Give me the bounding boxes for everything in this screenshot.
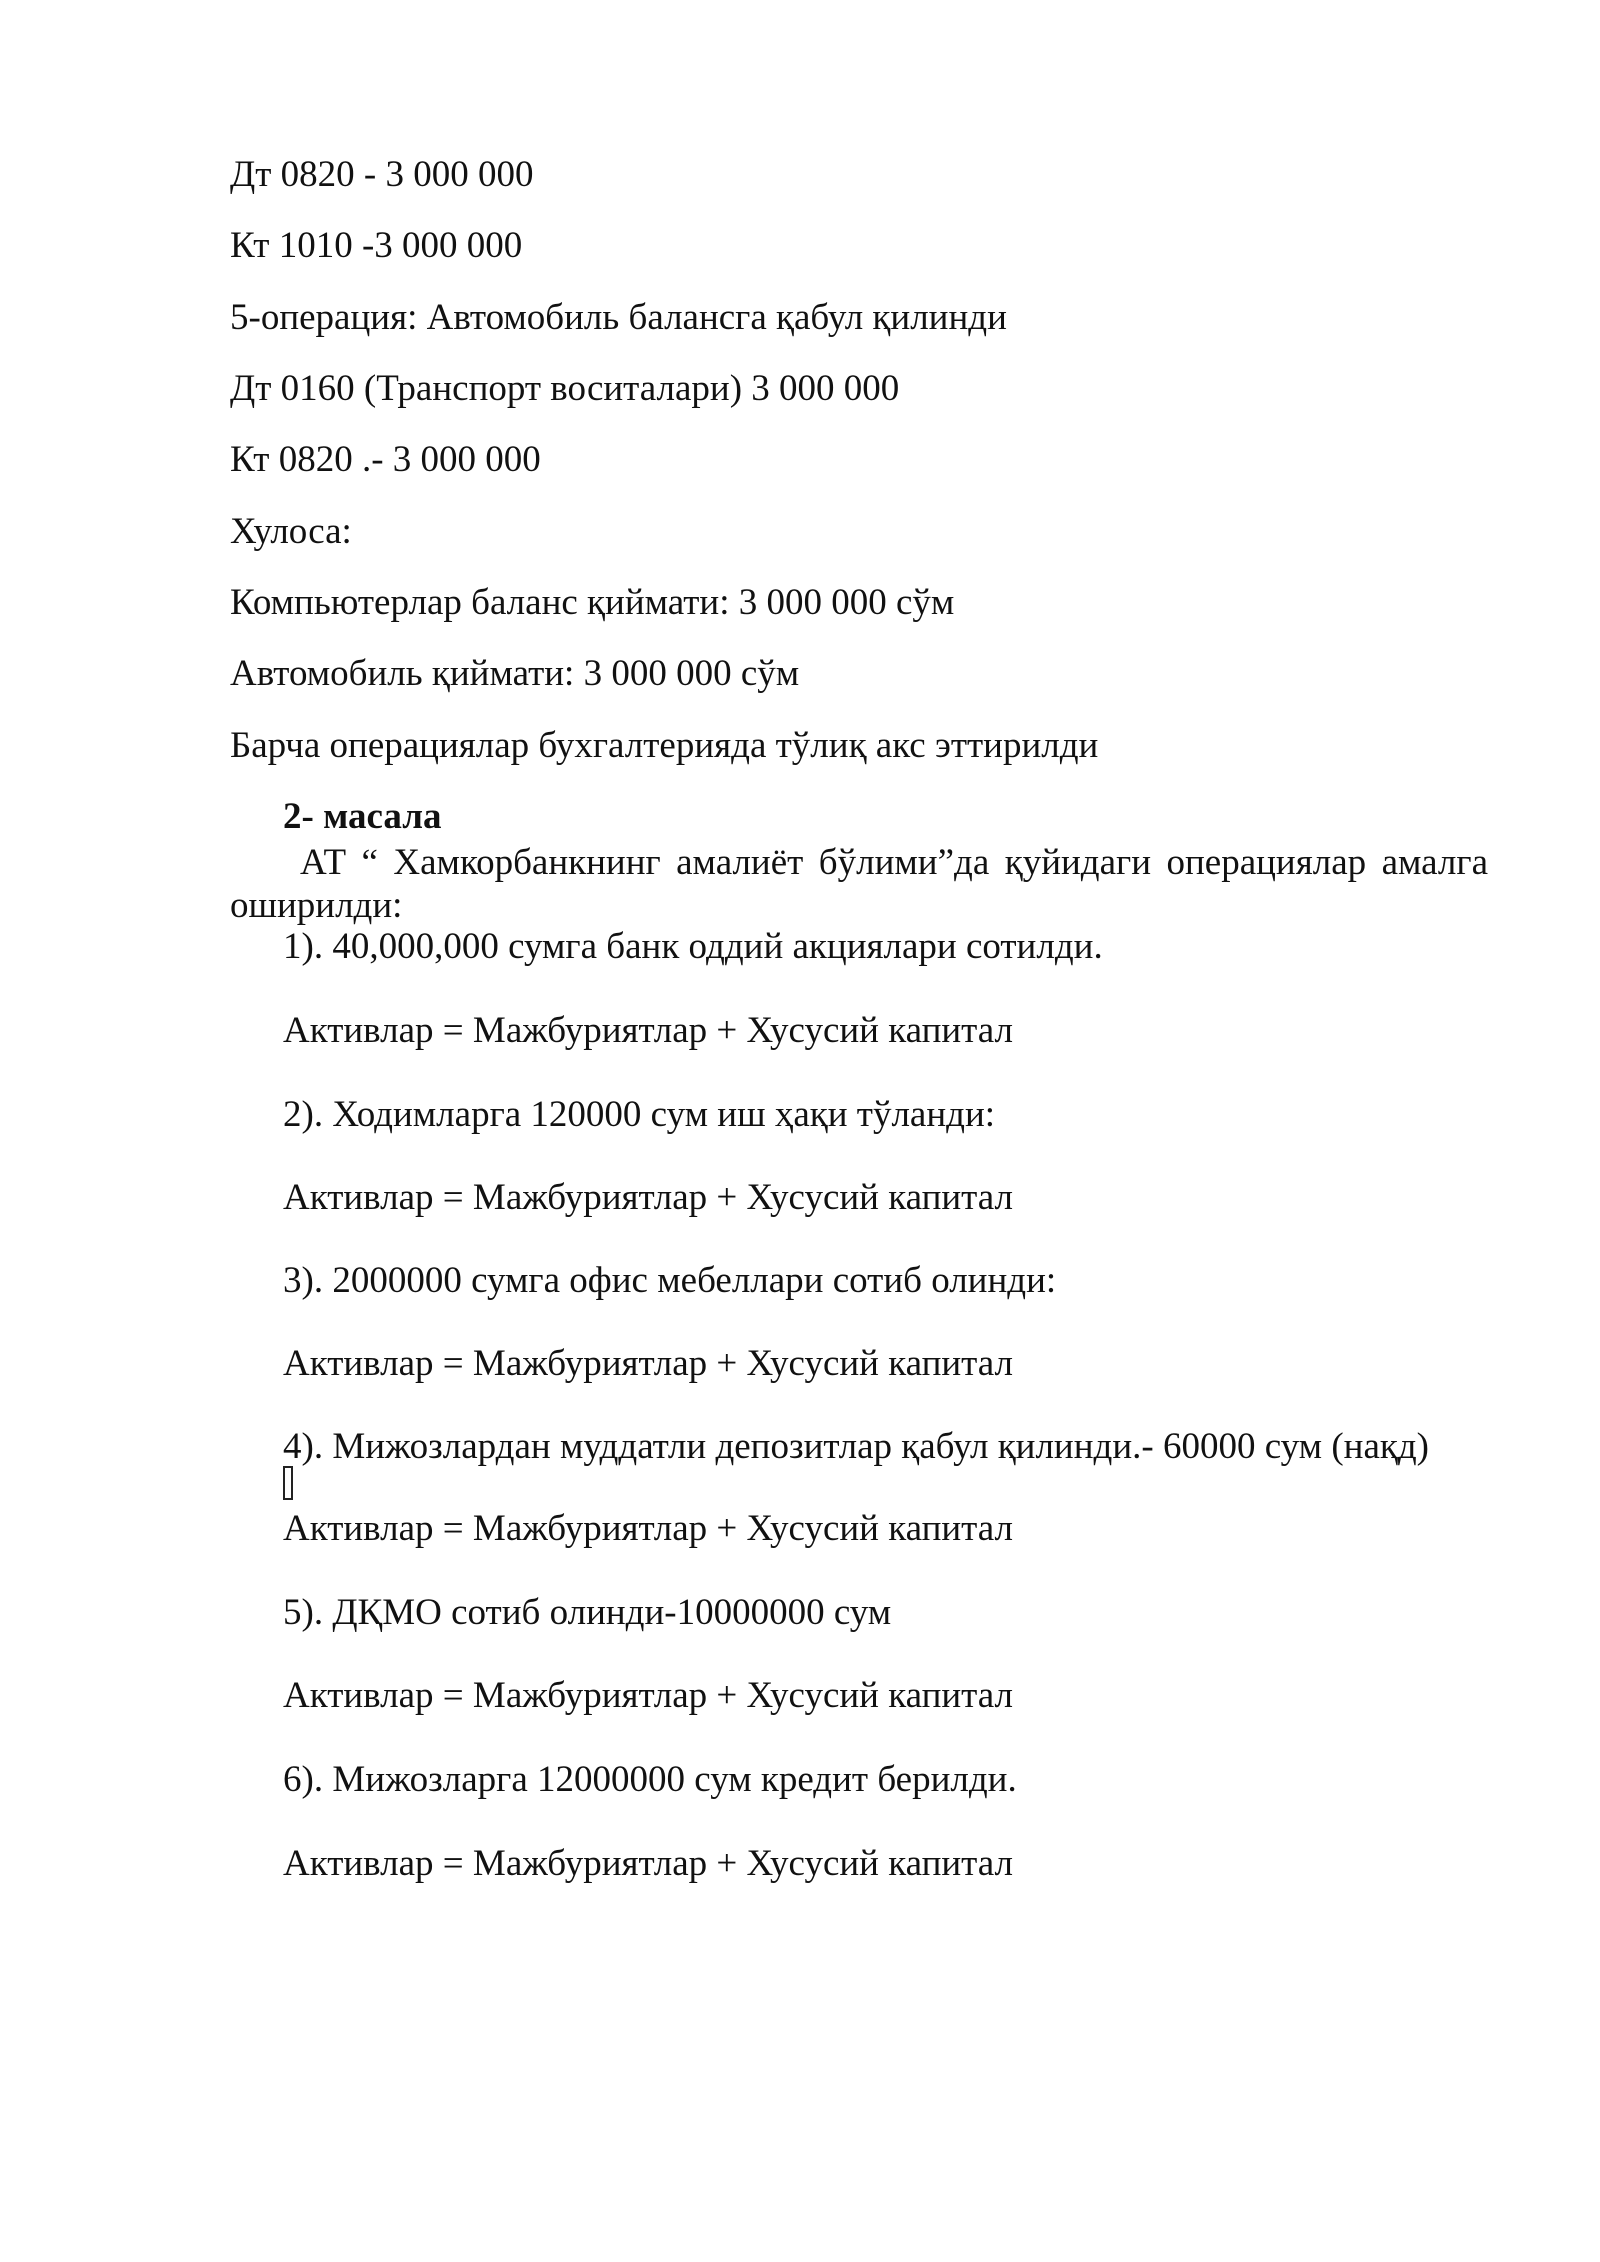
equation-line: Активлар = Мажбуриятлар + Хусусий капитал [283,1675,1014,1716]
task-item: 2). Ходимларга 120000 сум иш ҳақи тўланди: [283,1094,996,1135]
equation-line: Активлар = Мажбуриятлар + Хусусий капитал [283,1843,1014,1884]
task-item: 4). Мижозлардан муддатли депозитлар қабул қилинди.- 60000 сум (нақд) [283,1426,1430,1467]
credit-line: Кт 0820 .- 3 000 000 [230,439,541,480]
equation-line: Активлар = Мажбуриятлар + Хусусий капитал [283,1343,1014,1384]
debit-line: Дт 0160 (Транспорт воситалари) 3 000 000 [230,368,900,409]
conclusion-heading: Хулоса: [230,511,352,552]
equation-line: Активлар = Мажбуриятлар + Хусусий капитал [283,1010,1014,1051]
conclusion-line: Компьютерлар баланс қиймати: 3 000 000 сўм [230,582,955,623]
debit-line: Дт 0820 - 3 000 000 [230,154,534,195]
operation-5-title: 5-операция: Автомобиль балансга қабул қилинди [230,297,1007,338]
equation-line: Активлар = Мажбуриятлар + Хусусий капитал [283,1508,1014,1549]
missing-glyph-box [283,1466,293,1500]
task-item: 1). 40,000,000 сумга банк оддий акциялари сотилди. [283,926,1103,967]
task-item: 6). Мижозларга 12000000 сум кредит берилди. [283,1759,1017,1800]
task-title: 2- масала [283,796,442,837]
equation-line: Активлар = Мажбуриятлар + Хусусий капитал [283,1177,1014,1218]
task-item: 5). ДҚМО сотиб олинди-10000000 сум [283,1592,892,1633]
task-item: 3). 2000000 сумга офис мебеллари сотиб олинди: [283,1260,1057,1301]
task-intro: АТ “ Хамкорбанкнинг амалиёт бўлими”да қуйидаги операциялар амалга оширилди: [230,842,1488,926]
credit-line: Кт 1010 -3 000 000 [230,225,523,266]
conclusion-line: Автомобиль қиймати: 3 000 000 сўм [230,653,800,694]
conclusion-line: Барча операциялар бухгалтерияда тўлиқ акс эттирилди [230,725,1099,766]
